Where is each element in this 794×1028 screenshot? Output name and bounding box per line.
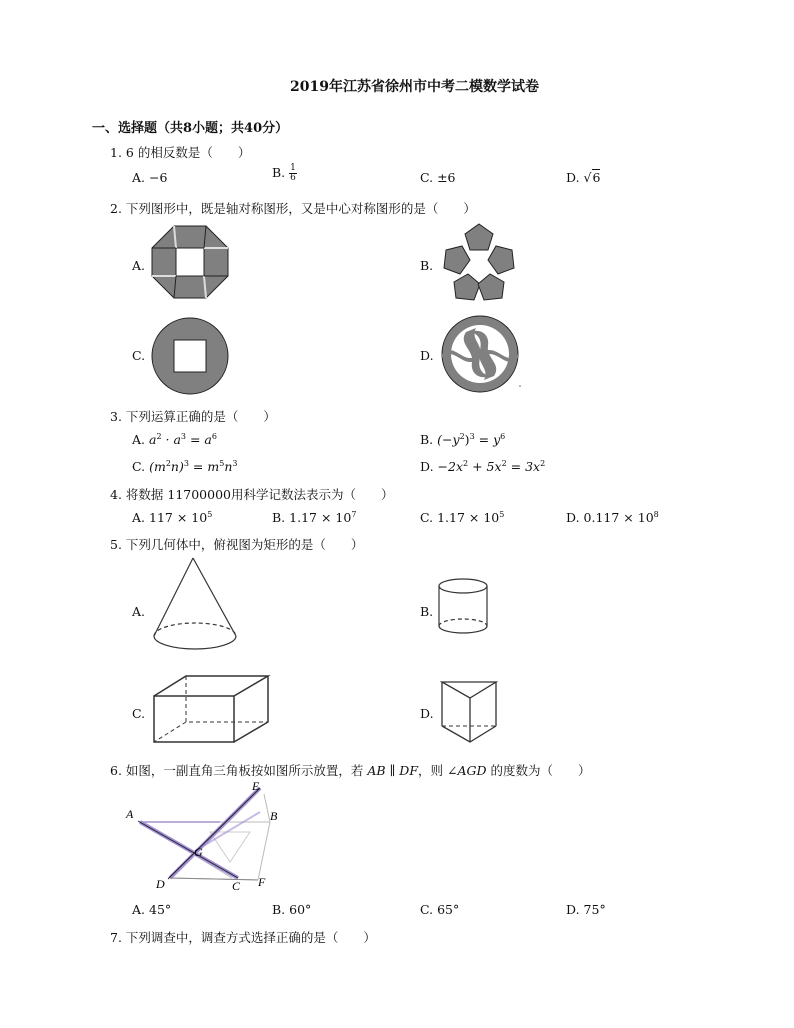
q3-stem: 3. 下列运算正确的是（ ） (110, 409, 276, 424)
q1-option-a: A. −6 (132, 170, 168, 185)
five-pentagons-figure (436, 222, 522, 302)
q3-option-d: D. $-2x^2 + 5x^2 = 3x^2$ (420, 458, 546, 474)
q2-option-b-label: B. (420, 258, 434, 273)
q5-option-b-label: B. (420, 604, 434, 619)
q1-option-d: D. √6 (566, 170, 601, 185)
triangular-prism-figure (440, 678, 500, 744)
point-e-label: E (252, 779, 260, 793)
point-f-label: F (258, 875, 266, 889)
q5-option-d-label: D. (420, 706, 434, 721)
q2-option-d-label: D. (420, 348, 434, 363)
page-title: 2019年江苏省徐州市中考二模数学试卷 (290, 79, 539, 95)
cylinder-figure (438, 578, 490, 638)
cuboid-figure (152, 674, 272, 746)
q2-stem: 2. 下列图形中，既是轴对称图形，又是中心对称图形的是（ ） (110, 201, 476, 216)
q1-option-c: C. ±6 (420, 170, 456, 185)
q6-option-d: D. 75° (566, 902, 606, 917)
q5-option-a-label: A. (132, 604, 146, 619)
q7-stem: 7. 下列调查中，调查方式选择正确的是（ ） (110, 930, 376, 945)
swirl-circle-figure (440, 314, 524, 394)
q5-stem: 5. 下列几何体中，俯视图为矩形的是（ ） (110, 537, 364, 552)
point-a-label: A (126, 807, 134, 821)
q4-option-d: D. $0.117 \times 10^8$ (566, 509, 659, 525)
q4-stem: 4. 将数据 11700000用科学记数法表示为（ ） (110, 487, 394, 502)
q4-option-c: C. $1.17 \times 10^5$ (420, 509, 505, 525)
q6-option-b: B. 60° (272, 902, 312, 917)
q5-option-c-label: C. (132, 706, 146, 721)
q4-option-a: A. $117 \times 10^5$ (132, 509, 213, 525)
coin-square-hole-figure (150, 316, 230, 396)
point-g-label: G (194, 845, 203, 859)
fraction: $\frac{1}{6}$ (290, 163, 296, 183)
cone-figure (150, 556, 240, 656)
q2-option-a-label: A. (132, 258, 146, 273)
point-d-label: D (156, 877, 165, 891)
q3-option-a: A. $a^2 \cdot a^3 = a^6$ (132, 431, 217, 447)
q1-option-b: B. $\frac{1}{6}$ (272, 163, 296, 183)
q3-option-b: B. $(-y^2)^3 = y^6$ (420, 431, 506, 447)
point-c-label: C (232, 879, 241, 893)
q2-option-c-label: C. (132, 348, 146, 363)
octagon-pinwheel-figure (150, 224, 230, 300)
q6-stem: 6. 如图，一副直角三角板按如图所示放置，若 AB ∥ DF，则 ∠AGD 的度数为（ ） (110, 763, 591, 778)
q6-option-c: C. 65° (420, 902, 460, 917)
q4-option-b: B. $1.17 \times 10^7$ (272, 509, 357, 525)
triangle-rulers-figure (120, 776, 290, 896)
section-heading: 一、选择题（共8小题；共40分） (92, 121, 289, 136)
point-b-label: B (270, 809, 278, 823)
q1-stem: 1. 6 的相反数是（ ） (110, 145, 251, 160)
q6-option-a: A. 45° (132, 902, 172, 917)
q3-option-c: C. $(m^2n)^3 = m^5n^3$ (132, 458, 238, 474)
